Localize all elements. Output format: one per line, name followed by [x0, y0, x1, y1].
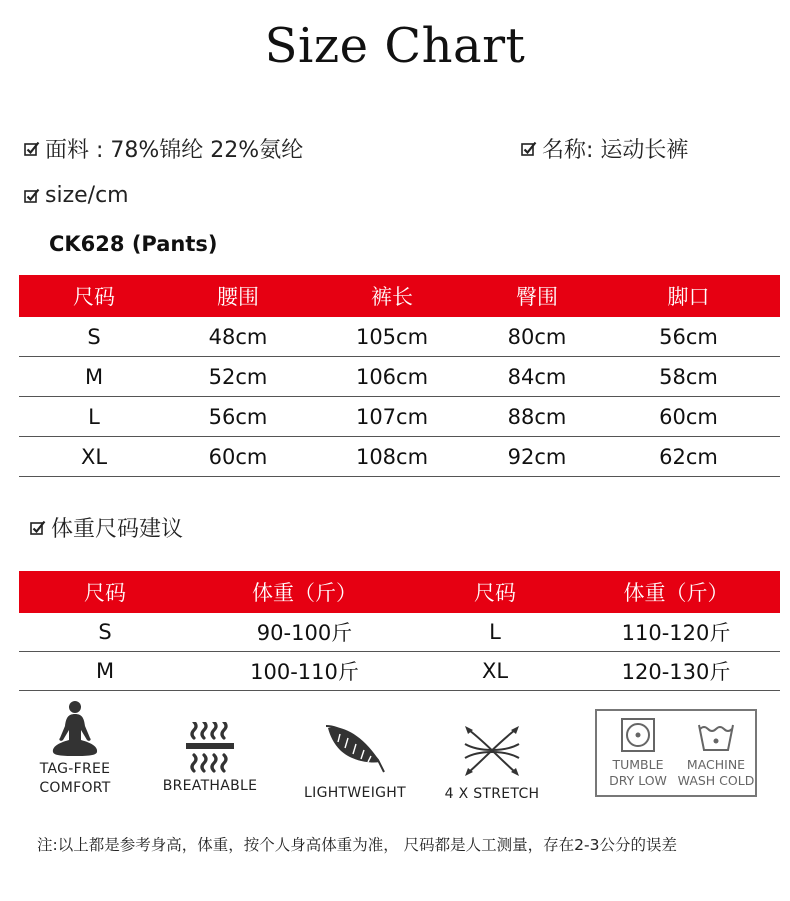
care-label: MACHINE	[686, 757, 746, 772]
stretch-arrows-icon	[457, 722, 527, 780]
tumble-dry-low-icon	[620, 717, 656, 753]
table-cell: 62cm	[597, 437, 780, 477]
checkbox-icon	[30, 520, 46, 536]
table-cell: 60cm	[169, 437, 307, 477]
care-label: DRY LOW	[609, 773, 667, 788]
header-length: 裤长	[307, 275, 477, 317]
table-cell: 60cm	[597, 397, 780, 437]
table-cell: M	[19, 652, 191, 691]
table-row	[19, 317, 780, 357]
table-cell: 84cm	[477, 357, 597, 397]
feather-icon	[320, 720, 390, 776]
weight-table	[19, 571, 780, 691]
table-cell: XL	[418, 652, 572, 691]
table-cell: 56cm	[597, 317, 780, 357]
table-row	[19, 397, 780, 437]
weight-table-header	[19, 571, 780, 613]
table-cell: 88cm	[477, 397, 597, 437]
unit-info	[24, 183, 129, 208]
feature-tag-free	[25, 700, 125, 798]
header-waist: 腰围	[169, 275, 307, 317]
checkbox-icon	[521, 141, 537, 157]
care-label: TUMBLE	[612, 757, 664, 772]
page-title: Size Chart	[264, 18, 526, 74]
size-table	[19, 275, 780, 477]
feature-label: BREATHABLE	[162, 778, 258, 794]
table-cell: 48cm	[169, 317, 307, 357]
table-cell: M	[19, 357, 169, 397]
header-size: 尺码	[19, 571, 191, 613]
yoga-meditation-icon	[40, 700, 110, 760]
table-cell: XL	[19, 437, 169, 477]
weight-section-title	[30, 512, 183, 543]
product-name-text: 名称: 运动长裤	[542, 138, 689, 163]
feature-lightweight	[295, 720, 415, 803]
product-name-info	[521, 133, 688, 164]
model-label: CK628 (Pants)	[49, 232, 218, 256]
size-table-header	[19, 275, 780, 317]
table-row	[19, 357, 780, 397]
table-cell: 108cm	[307, 437, 477, 477]
table-cell: 80cm	[477, 317, 597, 357]
checkbox-icon	[24, 188, 40, 204]
table-cell: 110-120斤	[572, 613, 780, 652]
feature-label: LIGHTWEIGHT	[304, 785, 406, 801]
feature-label: TAG-FREE	[39, 761, 111, 777]
table-cell: 105cm	[307, 317, 477, 357]
header-size: 尺码	[19, 275, 169, 317]
feature-label: 4 X STRETCH	[444, 786, 540, 802]
table-cell: 100-110斤	[191, 652, 418, 691]
care-tumble-dry	[599, 717, 677, 789]
table-cell: L	[19, 397, 169, 437]
table-cell: S	[19, 613, 191, 652]
table-cell: S	[19, 317, 169, 357]
header-weight: 体重（斤）	[572, 571, 780, 613]
table-cell: 52cm	[169, 357, 307, 397]
disclaimer-note: 注:以上都是参考身高，体重，按个人身高体重为准， 尺码都是人工测量，存在2-3公分的误差	[37, 836, 677, 854]
breathable-icon	[180, 722, 240, 774]
table-cell: 107cm	[307, 397, 477, 437]
weight-title-text: 体重尺码建议	[51, 517, 184, 542]
table-cell: 120-130斤	[572, 652, 780, 691]
header-size: 尺码	[418, 571, 572, 613]
machine-wash-cold-icon	[696, 717, 736, 753]
table-row	[19, 613, 780, 652]
table-row	[19, 652, 780, 691]
fabric-text: 面料 : 78%锦纶 22%氨纶	[45, 138, 304, 163]
header-hip: 臀围	[477, 275, 597, 317]
table-row	[19, 437, 780, 477]
feature-stretch	[433, 722, 551, 804]
fabric-info	[24, 133, 303, 164]
care-machine-wash	[677, 717, 755, 789]
feature-label: COMFORT	[39, 780, 111, 796]
care-instructions-box	[595, 709, 757, 797]
care-label: WASH COLD	[677, 773, 755, 788]
table-cell: 92cm	[477, 437, 597, 477]
feature-breathable	[155, 722, 265, 796]
checkbox-icon	[24, 141, 40, 157]
table-cell: L	[418, 613, 572, 652]
table-cell: 56cm	[169, 397, 307, 437]
unit-text: size/cm	[45, 183, 129, 208]
header-hem: 脚口	[597, 275, 780, 317]
table-cell: 106cm	[307, 357, 477, 397]
header-weight: 体重（斤）	[191, 571, 418, 613]
table-cell: 58cm	[597, 357, 780, 397]
table-cell: 90-100斤	[191, 613, 418, 652]
